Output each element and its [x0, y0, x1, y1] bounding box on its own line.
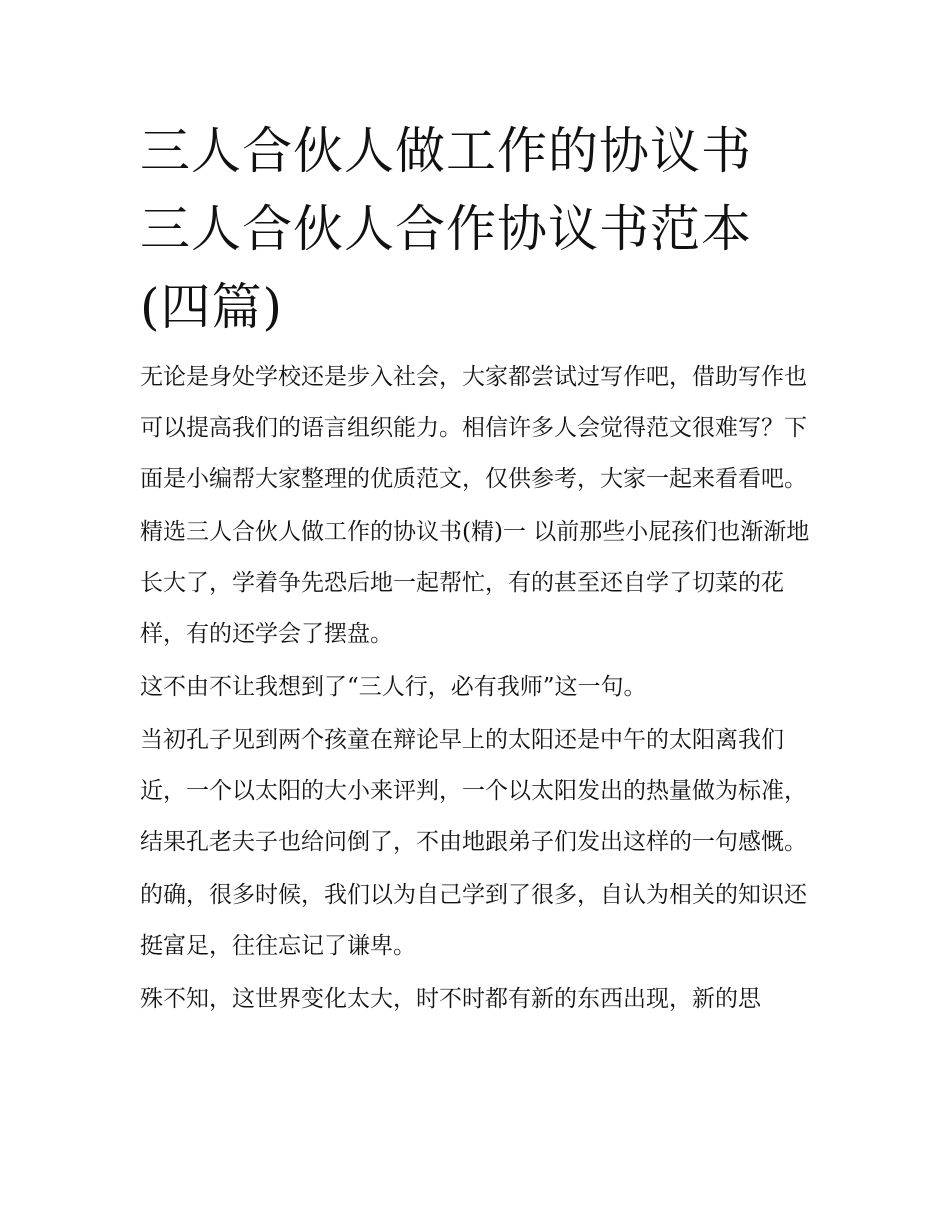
paragraph-change: 殊不知，这世界变化太大，时不时都有新的东西出现，新的思 [140, 986, 761, 1012]
paragraph-humility: 的确，很多时候，我们以为自己学到了很多，自认为相关的知识还挺富足，往往忘记了谦卑。 [140, 882, 807, 959]
paragraph-quote: 这不由不让我想到了“三人行，必有我师”这一句。 [140, 674, 647, 700]
paragraph-confucius: 当初孔子见到两个孩童在辩论早上的太阳还是中午的太阳离我们近，一个以太阳的大小来评判，一个以太阳发出的热量做为标准，结果孔老夫子也给问倒了，不由地跟弟子们发出这样的一句感慨。 [140, 727, 807, 855]
paragraph-intro: 无论是身处学校还是步入社会，大家都尝试过写作吧，借助写作也可以提高我们的语言组织能力。相信许多人会觉得范文很难写？下面是小编帮大家整理的优质范文，仅供参考，大家一起来看看吧。 [140, 364, 807, 492]
paragraph-selection: 精选三人合伙人做工作的协议书(精)一 以前那些小屁孩们也渐渐地长大了，学着争先恐后地一起帮忙，有的甚至还自学了切菜的花样，有的还学会了摆盘。 [140, 519, 810, 647]
document-title: 三人合伙人做工作的协议书 三人合伙人合作协议书范本(四篇) [140, 122, 752, 336]
document-page [140, 112, 815, 1027]
